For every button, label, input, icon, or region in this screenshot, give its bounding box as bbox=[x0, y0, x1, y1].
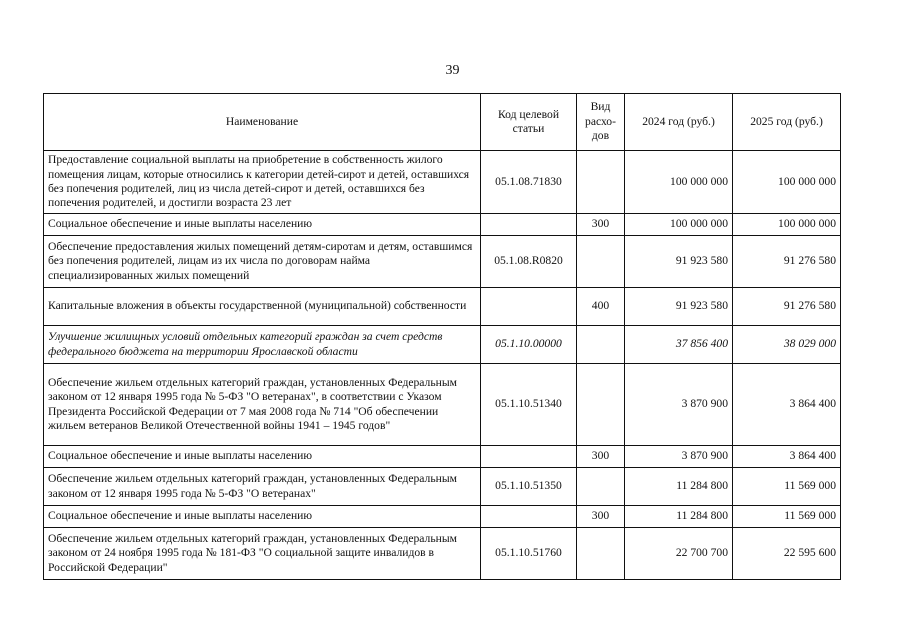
header-code: Код целевой статьи bbox=[481, 94, 577, 151]
cell-2024: 3 870 900 bbox=[625, 446, 733, 468]
budget-table bbox=[43, 93, 841, 580]
table-row bbox=[44, 364, 841, 446]
cell-name: Обеспечение жильем отдельных категорий граждан, установленных Федеральным законом от 12 января 1995 года № 5-ФЗ "О ветеранах", в соответствии с Указом Президента Российской Федерации от 7 мая 2008 года № 714 "Об обеспечении жильем ветеранов Великой Отечественной войны 1941 – 1945 годов" bbox=[44, 364, 481, 446]
cell-2025: 11 569 000 bbox=[733, 468, 841, 506]
cell-2025: 3 864 400 bbox=[733, 364, 841, 446]
table-row bbox=[44, 468, 841, 506]
cell-name: Улучшение жилищных условий отдельных категорий граждан за счет средств федерального бюджета на территории Ярославской области bbox=[44, 326, 481, 364]
cell-2024: 100 000 000 bbox=[625, 214, 733, 236]
cell-name: Обеспечение жильем отдельных категорий граждан, установленных Федеральным законом от 12 января 1995 года № 5-ФЗ "О ветеранах" bbox=[44, 468, 481, 506]
cell-name: Обеспечение жильем отдельных категорий граждан, установленных Федеральным законом от 24 ноября 1995 года № 181-ФЗ "О социальной защите инвалидов в Российской Федерации" bbox=[44, 528, 481, 580]
table-row bbox=[44, 151, 841, 214]
table-header-row bbox=[44, 94, 841, 151]
cell-code: 05.1.08.R0820 bbox=[481, 236, 577, 288]
cell-2024: 91 923 580 bbox=[625, 288, 733, 326]
table-row bbox=[44, 214, 841, 236]
cell-code bbox=[481, 446, 577, 468]
cell-name: Социальное обеспечение и иные выплаты населению bbox=[44, 446, 481, 468]
cell-2025: 100 000 000 bbox=[733, 151, 841, 214]
cell-code bbox=[481, 506, 577, 528]
cell-type: 300 bbox=[577, 214, 625, 236]
cell-type bbox=[577, 236, 625, 288]
cell-2025: 22 595 600 bbox=[733, 528, 841, 580]
cell-name: Капитальные вложения в объекты государственной (муниципальной) собственности bbox=[44, 288, 481, 326]
table-row bbox=[44, 288, 841, 326]
cell-2025: 38 029 000 bbox=[733, 326, 841, 364]
header-type: Вид расхо-дов bbox=[577, 94, 625, 151]
cell-code: 05.1.08.71830 bbox=[481, 151, 577, 214]
cell-name: Обеспечение предоставления жилых помещений детям-сиротам и детям, оставшимся без попечения родителей, лицам из их числа по договорам найма специализированных жилых помещений bbox=[44, 236, 481, 288]
table-row bbox=[44, 528, 841, 580]
cell-code: 05.1.10.51340 bbox=[481, 364, 577, 446]
header-2024: 2024 год (руб.) bbox=[625, 94, 733, 151]
cell-code: 05.1.10.51760 bbox=[481, 528, 577, 580]
cell-2024: 22 700 700 bbox=[625, 528, 733, 580]
cell-2025: 100 000 000 bbox=[733, 214, 841, 236]
cell-2025: 91 276 580 bbox=[733, 288, 841, 326]
cell-code bbox=[481, 288, 577, 326]
cell-2024: 100 000 000 bbox=[625, 151, 733, 214]
cell-type: 300 bbox=[577, 506, 625, 528]
cell-name: Предоставление социальной выплаты на приобретение в собственность жилого помещения лицам, которые относились к категории детей-сирот и детей, оставшихся без попечения родителей, лиц из числа детей-сирот и детей, оставшихся без попечения родителей, и достигли возраста 23 лет bbox=[44, 151, 481, 214]
cell-name: Социальное обеспечение и иные выплаты населению bbox=[44, 506, 481, 528]
table-row bbox=[44, 236, 841, 288]
cell-2024: 11 284 800 bbox=[625, 506, 733, 528]
cell-code: 05.1.10.00000 bbox=[481, 326, 577, 364]
cell-2025: 3 864 400 bbox=[733, 446, 841, 468]
cell-type: 400 bbox=[577, 288, 625, 326]
cell-2024: 11 284 800 bbox=[625, 468, 733, 506]
cell-2024: 37 856 400 bbox=[625, 326, 733, 364]
cell-2025: 11 569 000 bbox=[733, 506, 841, 528]
cell-name: Социальное обеспечение и иные выплаты населению bbox=[44, 214, 481, 236]
cell-type bbox=[577, 326, 625, 364]
cell-type bbox=[577, 528, 625, 580]
cell-2024: 91 923 580 bbox=[625, 236, 733, 288]
table-row bbox=[44, 506, 841, 528]
cell-type: 300 bbox=[577, 446, 625, 468]
header-2025: 2025 год (руб.) bbox=[733, 94, 841, 151]
cell-2024: 3 870 900 bbox=[625, 364, 733, 446]
header-name: Наименование bbox=[44, 94, 481, 151]
cell-code bbox=[481, 214, 577, 236]
table-row bbox=[44, 446, 841, 468]
cell-type bbox=[577, 468, 625, 506]
cell-type bbox=[577, 364, 625, 446]
cell-2025: 91 276 580 bbox=[733, 236, 841, 288]
table-row bbox=[44, 326, 841, 364]
cell-code: 05.1.10.51350 bbox=[481, 468, 577, 506]
page-number: 39 bbox=[445, 63, 460, 78]
cell-type bbox=[577, 151, 625, 214]
